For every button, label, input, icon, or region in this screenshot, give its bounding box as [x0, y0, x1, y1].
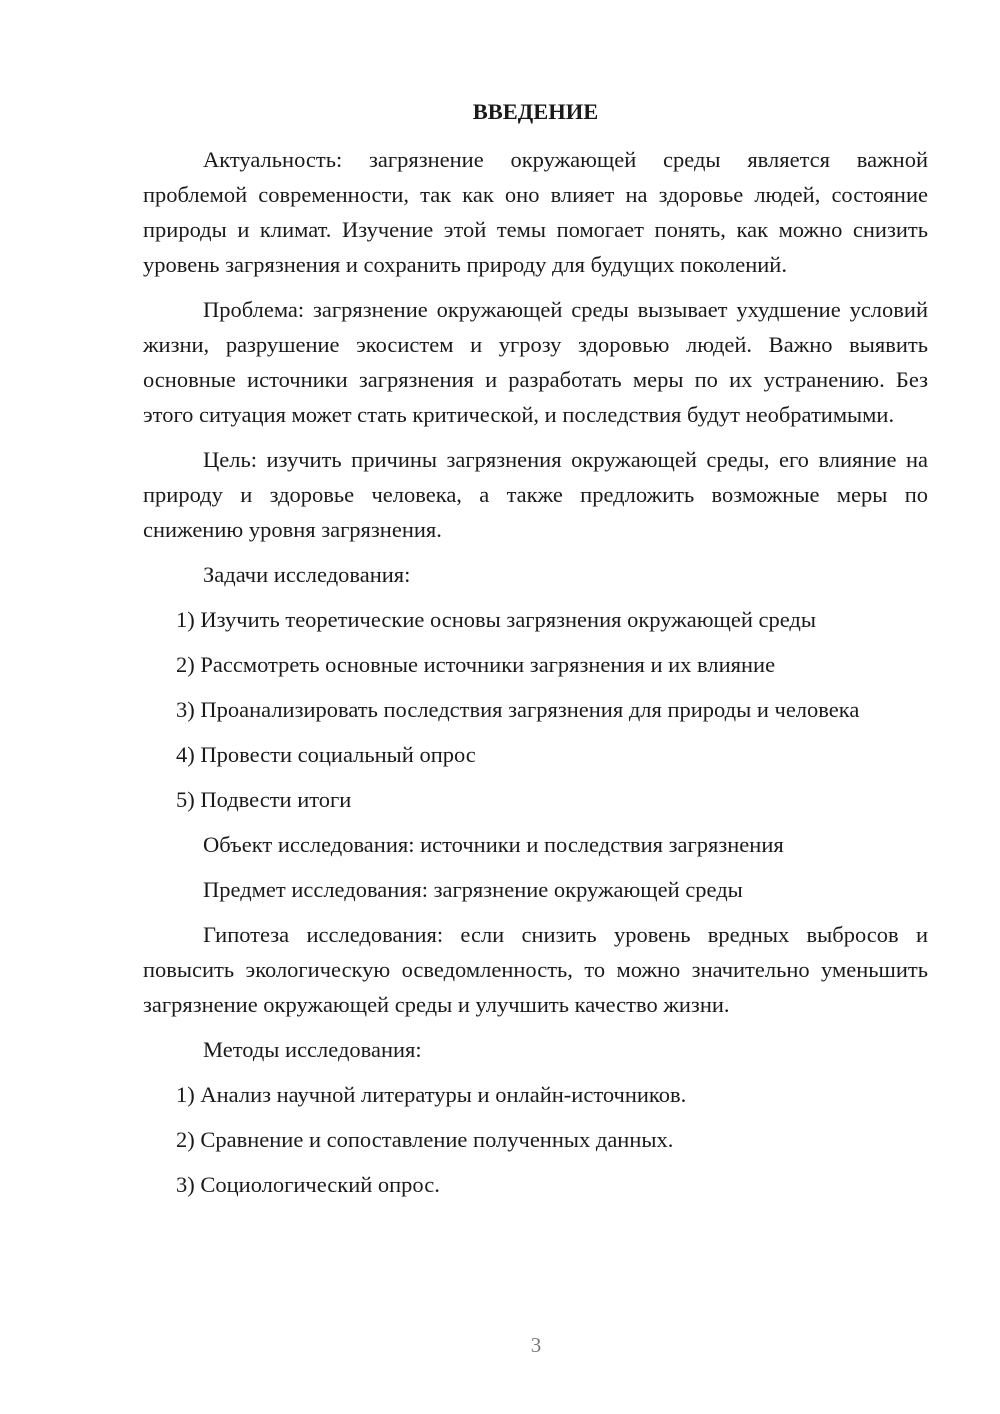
task-item-2: 2) Рассмотреть основные источники загрязнения и их влияние [176, 652, 776, 677]
hypothesis-paragraph: Гипотеза исследования: если снизить уровень вредных выбросов и повысить экологическую осведомленность, то можно значительно уменьшить загрязнение окружающей среды и улучшить качество жизни. [143, 922, 928, 1017]
goal-paragraph: Цель: изучить причины загрязнения окружающей среды, его влияние на природу и здоровье человека, а также предложить возможные меры по снижению уровня загрязнения. [143, 447, 928, 542]
task-item-4: 4) Провести социальный опрос [176, 742, 476, 767]
section-heading: ВВЕДЕНИЕ [472, 99, 599, 124]
task-item-5: 5) Подвести итоги [176, 787, 352, 812]
task-item-1: 1) Изучить теоретические основы загрязнения окружающей среды [176, 607, 816, 632]
tasks-title: Задачи исследования: [203, 562, 411, 587]
subject-line: Предмет исследования: загрязнение окружающей среды [203, 877, 743, 902]
method-item-1: 1) Анализ научной литературы и онлайн-источников. [176, 1082, 687, 1107]
relevance-paragraph: Актуальность: загрязнение окружающей среды является важной проблемой современности, так как оно влияет на здоровье людей, состояние природы и климат. Изучение этой темы помогает понять, как можно снизить уровень загрязнения и сохранить природу для будущих поколений. [143, 147, 928, 277]
method-item-2: 2) Сравнение и сопоставление полученных данных. [176, 1127, 674, 1152]
task-item-3: 3) Проанализировать последствия загрязнения для природы и человека [176, 697, 860, 722]
methods-title: Методы исследования: [203, 1037, 422, 1062]
document-page [143, 94, 928, 1212]
method-item-3: 3) Социологический опрос. [176, 1172, 440, 1197]
problem-paragraph: Проблема: загрязнение окружающей среды вызывает ухудшение условий жизни, разрушение экосистем и угрозу здоровью людей. Важно выявить основные источники загрязнения и разработать меры по их устранению. Без этого ситуация может стать критической, и последствия будут необратимыми. [143, 297, 928, 427]
page-number: 3 [530, 1333, 542, 1357]
object-line: Объект исследования: источники и последствия загрязнения [203, 832, 784, 857]
